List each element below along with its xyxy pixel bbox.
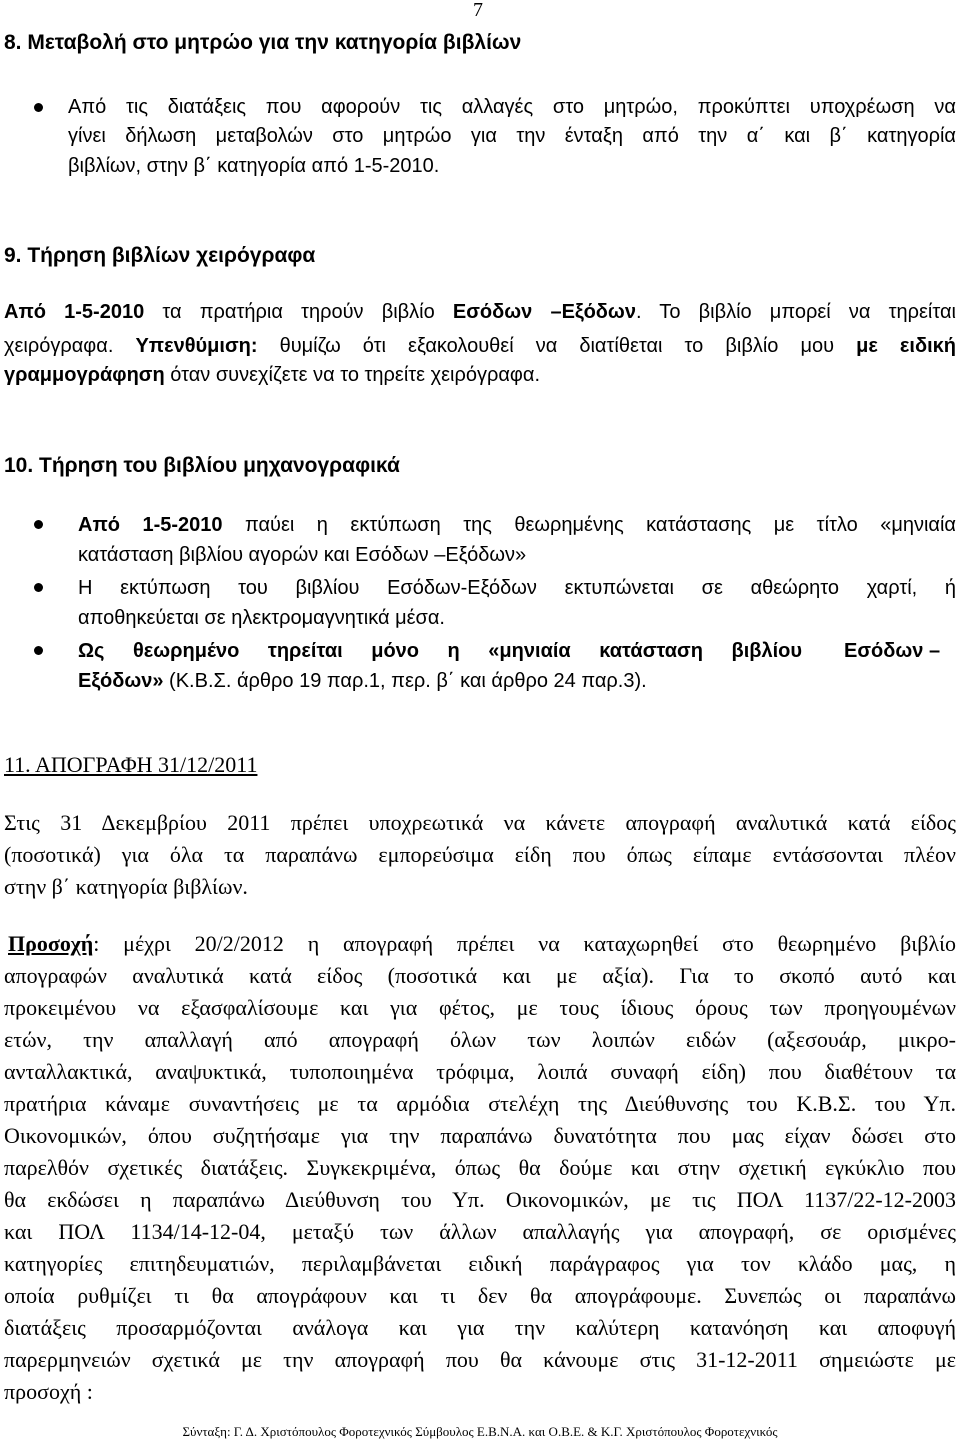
section-8-line-2: γίνει δήλωση μεταβολών στο μητρώο για την ένταξη από την α΄ και β΄ κατηγορία — [68, 125, 956, 147]
para2-line-11: οποία ρυθμίζει τι θα απογράφουν και τι δεν θα απογράφουμε. Συνεπώς οι παραπάνω — [4, 1283, 956, 1308]
layout-bold: γραμμογράφηση — [4, 364, 165, 386]
section-10-bullet-1-line-1 — [78, 512, 956, 538]
section-10-bullet-3-line-2 — [78, 668, 647, 694]
bullet-icon — [34, 646, 43, 655]
section-10-bullet-1-line-2: κατάσταση βιβλίου αγορών και Εσόδων –Εξόδων» — [78, 544, 527, 566]
section-9-line-1 — [4, 299, 956, 325]
attention-label: Προσοχή — [8, 931, 94, 956]
text: (Κ.Β.Σ. άρθρο 19 παρ.1, περ. β΄ και άρθρο 24 παρ.3). — [163, 670, 647, 692]
para2-line-10: κατηγορίες επιτηδευματιών, περιλαμβάνεται ειδική παράγραφος για τον κλάδο μας, η — [4, 1251, 956, 1276]
date-bold: Από 1-5-2010 — [78, 514, 223, 536]
para2-line-9: και ΠΟΛ 1134/14-12-04, μεταξύ των άλλων απαλλαγής για απογραφή, σε ορισμένες — [4, 1219, 956, 1244]
special-bold: με ειδική — [856, 335, 957, 357]
text: χειρόγραφα. — [4, 335, 136, 357]
section-9-heading: 9. Τήρηση βιβλίων χειρόγραφα — [4, 244, 316, 267]
section-10-heading: 10. Τήρηση του βιβλίου μηχανογραφικά — [4, 454, 400, 477]
para1-line-3: στην β΄ κατηγορία βιβλίων. — [4, 874, 248, 899]
para2-line-3: ετών, την απαλλαγή από απογραφή όλων των λοιπών ειδών (αξεσουάρ, μικρο- — [4, 1027, 956, 1052]
para1-line-1: Στις 31 Δεκεμβρίου 2011 πρέπει υποχρεωτικά να κάνετε απογραφή αναλυτικά κατά είδος — [4, 810, 956, 835]
bullet-icon — [34, 520, 43, 529]
section-8-heading: 8. Μεταβολή στο μητρώο για την κατηγορία βιβλίων — [4, 31, 522, 54]
section-9-line-2 — [4, 333, 956, 359]
para2-line-12: διατάξεις προσαρμόζονται ανάλογα και για την καλύτερη κατανόηση και αποφυγή — [4, 1315, 956, 1340]
date-bold: Από 1-5-2010 — [4, 301, 145, 323]
book-name-bold: Εσόδων –Εξόδων — [452, 301, 636, 323]
section-10-bullet-2-line-2: αποθηκεύεται σε ηλεκτρομαγνητικά μέσα. — [78, 607, 445, 629]
attention-line — [8, 931, 956, 957]
reminder-label: Υπενθύμιση: — [135, 335, 258, 357]
text: θυμίζω ότι εξακολουθεί να διατίθεται το βιβλίο μου — [257, 335, 857, 357]
footer-credit: Σύνταξη: Γ. Δ. Χριστόπουλος Φοροτεχνικός Σύμβουλος Ε.Β.Ν.Α. και Ο.Β.Ε. & Κ.Γ. Χριστόπουλος Φοροτεχνικός — [182, 1424, 778, 1439]
section-8-line-3: βιβλίων, στην β΄ κατηγορία από 1-5-2010. — [68, 155, 440, 177]
page-number: 7 — [473, 0, 483, 21]
para2-line-13: παρερμηνειών σχετικά με την απογραφή που θα κάνουμε στις 31-12-2011 σημειώστε με — [4, 1347, 956, 1372]
text: : μέχρι 20/2/2012 η απογραφή πρέπει να καταχωρηθεί στο θεωρημένο βιβλίο — [93, 931, 956, 956]
section-10-bullet-2-line-1: Η εκτύπωση του βιβλίου Εσόδων-Εξόδων εκτυπώνεται σε αθεώρητο χαρτί, ή — [78, 577, 956, 599]
para2-line-8: θα εκδώσει η παραπάνω Διεύθυνση του Υπ. Οικονομικών, με τις ΠΟΛ 1137/22-12-2003 — [4, 1187, 956, 1212]
section-8-line-1: Από τις διατάξεις που αφορούν τις αλλαγές στο μητρώο, προκύπτει υποχρέωση να — [68, 96, 956, 118]
para1-line-2: (ποσοτικά) για όλα τα παραπάνω εμπορεύσιμα είδη που όπως είπαμε εντάσσονται πλέον — [4, 842, 956, 867]
para2-line-1: απογραφών αναλυτικά κατά είδος (ποσοτικά και με αξία). Για το σκοπό αυτό και — [4, 963, 956, 988]
para2-line-2: προκειμένου να εξασφαλίσουμε και για φέτος, με τους ίδιους όρους των προηγουμένων — [4, 995, 956, 1020]
para2-line-7: παρελθόν σχετικές διατάξεις. Συγκεκριμένα, όπως θα δούμε και στην σχετική εγκύκλιο που — [4, 1155, 956, 1180]
para2-line-6: Οικονομικών, όπου συζητήσαμε για την παραπάνω δυνατότητα που μας είχαν δώσει στο — [4, 1123, 956, 1148]
section-10-bullet-3-line-1-right: Εσόδων – — [844, 640, 941, 662]
bullet-icon — [34, 583, 43, 592]
para2-line-4: ανταλλακτικά, αναψυκτικά, τυποποιημένα τρόφιμα, λοιπά συναφή είδη) που διαθέτουν τα — [4, 1059, 956, 1084]
bold-text: Εξόδων» — [78, 670, 164, 692]
text: . Το βιβλίο μπορεί να τηρείται — [635, 301, 956, 323]
section-11-heading: 11. ΑΠΟΓΡΑΦΗ 31/12/2011 — [4, 752, 258, 777]
text: όταν συνεχίζετε να το τηρείτε χειρόγραφα. — [164, 364, 541, 386]
section-10-bullet-3-line-1: Ως θεωρημένο τηρείται μόνο η «μηνιαία κατάσταση βιβλίου — [78, 640, 802, 662]
section-9-line-3 — [4, 362, 540, 388]
para2-line-5: πρατήρια κάναμε συναντήσεις με τα αρμόδια στελέχη της Διεύθυνσης του Κ.Β.Σ. του Υπ. — [4, 1091, 956, 1116]
text: τα πρατήρια τηρούν βιβλίο — [144, 301, 453, 323]
text: παύει η εκτύπωση της θεωρημένης κατάστασης με τίτλο «μηνιαία — [222, 514, 956, 536]
bullet-icon — [34, 103, 43, 112]
para2-line-14: προσοχή : — [4, 1379, 93, 1404]
